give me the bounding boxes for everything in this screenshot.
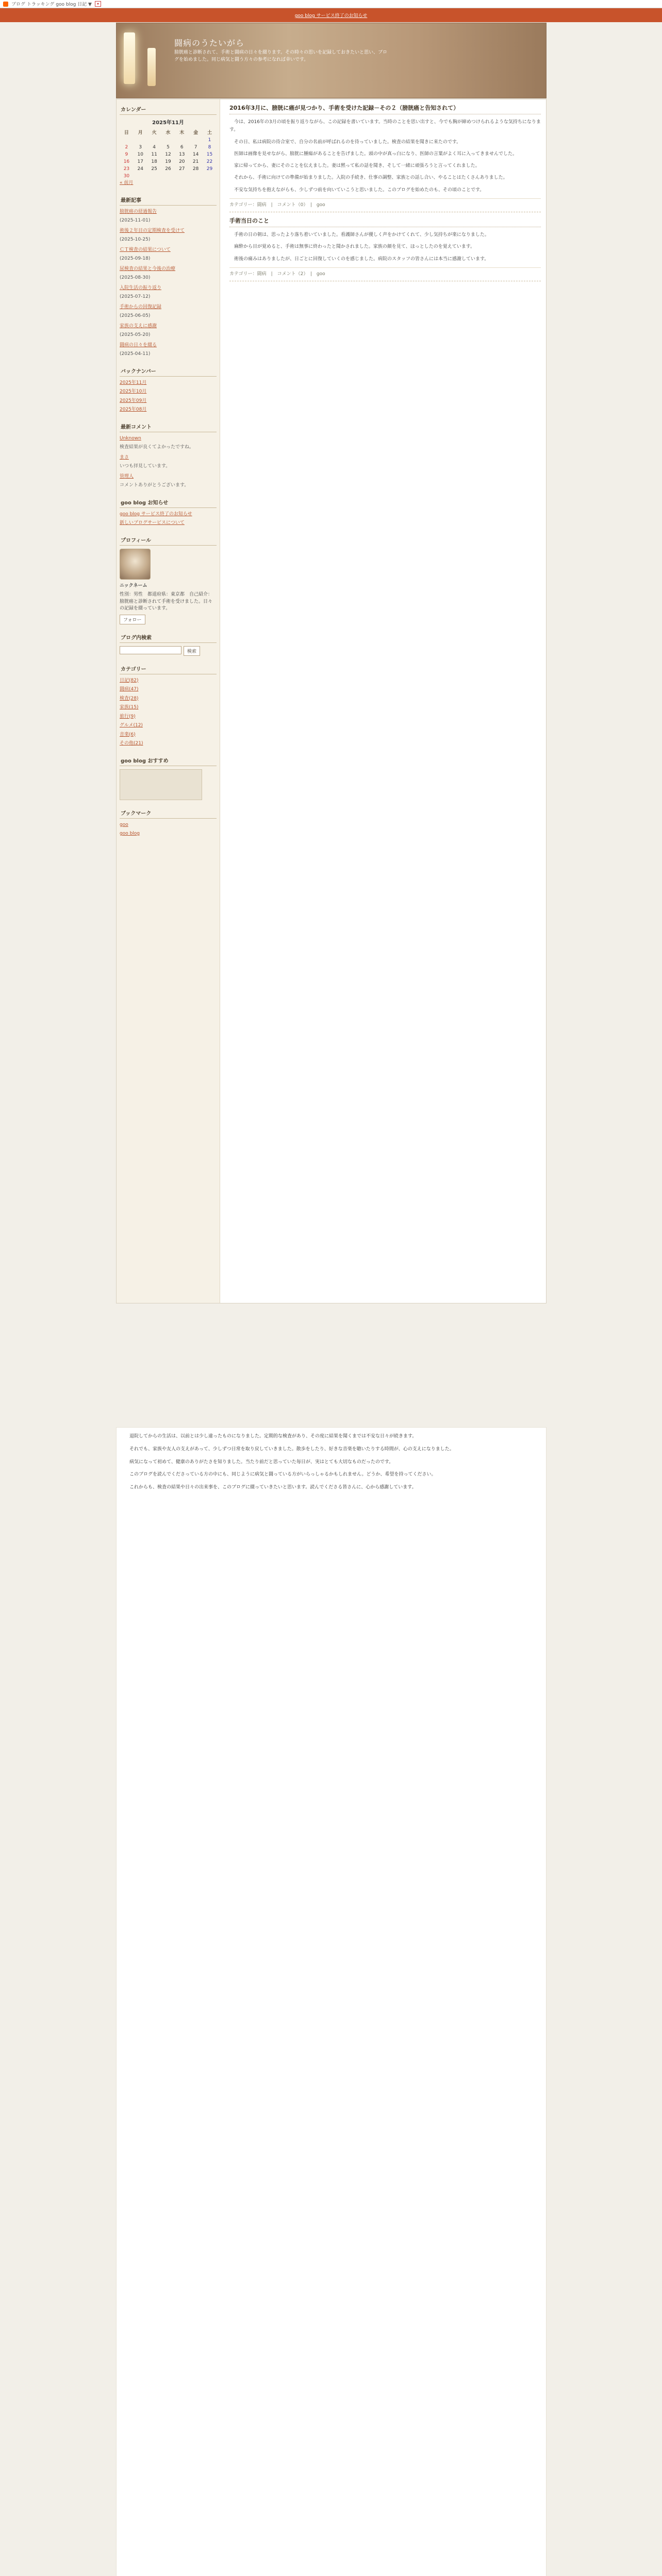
- browser-bar-text[interactable]: ブログ トラッキング goo blog 日記 ▼: [11, 2, 92, 7]
- calendar-day[interactable]: 24: [137, 166, 143, 172]
- calendar-day[interactable]: 22: [206, 159, 213, 164]
- recent-post-date: (2025-05-20): [120, 332, 151, 337]
- calendar-day[interactable]: 15: [206, 152, 213, 157]
- category-link[interactable]: 音楽(6): [120, 732, 136, 737]
- weekday-label: 木: [179, 130, 185, 135]
- calendar-day[interactable]: 12: [165, 152, 171, 157]
- calendar-day[interactable]: 13: [179, 152, 185, 157]
- comment-user-link[interactable]: まさ: [120, 454, 129, 460]
- page-shell: [116, 99, 547, 1303]
- comments-heading: 最新コメント: [120, 421, 217, 432]
- post-footer: カテゴリー：闘病 | コメント（2） | goo: [229, 267, 541, 277]
- calendar-day: [147, 173, 161, 180]
- bookmark-list: [120, 822, 217, 838]
- categories-heading: カテゴリー: [120, 663, 217, 674]
- calendar-day[interactable]: 25: [151, 166, 157, 172]
- calendar-day[interactable]: 14: [192, 152, 199, 157]
- category-link[interactable]: 検査(28): [120, 696, 139, 701]
- post-paragraph: 手術の日の朝は、思ったより落ち着いていました。看護師さんが優しく声をかけてくれて、少し気持ちが楽になりました。: [234, 232, 489, 238]
- backnumber-list: [120, 380, 217, 414]
- calendar-heading: カレンダー: [120, 104, 217, 115]
- calendar-day: [189, 173, 203, 180]
- post-paragraph: 不安な気持ちを抱えながらも、少しずつ前を向いていこうと思いました。このブログを始めたのも、その頃のことです。: [234, 187, 485, 193]
- blog-notice-list: [120, 511, 217, 527]
- calendar-day[interactable]: 16: [123, 159, 130, 164]
- recent-post-date: (2025-04-11): [120, 351, 151, 357]
- calendar-day[interactable]: 1: [208, 138, 211, 143]
- candle-image-small: [147, 48, 156, 86]
- recent-post-date: (2025-08-30): [120, 275, 151, 280]
- continued-paragraph: このブログを読んでくださっている方の中にも、同じように病気と闘っている方がいらっしゃるかもしれません。どうか、希望を持ってください。: [129, 1472, 436, 1478]
- continued-paragraph: 退院してからの生活は、以前とは少し違ったものになりました。定期的な検査があり、その度に結果を聞くまでは不安な日々が続きます。: [129, 1434, 417, 1439]
- blog-notice-heading: goo blog お知らせ: [120, 497, 217, 508]
- blog-title[interactable]: 闘病のうたいがら: [174, 38, 245, 48]
- calendar-day: [120, 137, 134, 144]
- calendar-day[interactable]: 28: [192, 166, 199, 172]
- post-title[interactable]: 2016年3月に、膀胱に癌が見つかり、手術を受けた記録－その２（膀胱癌と告知されて）: [229, 104, 541, 114]
- comments-list: [120, 435, 217, 489]
- continued-content: [116, 1427, 547, 2576]
- calendar-day[interactable]: 17: [137, 159, 143, 164]
- recent-post-date: (2025-07-12): [120, 294, 151, 299]
- calendar-day: [161, 137, 175, 144]
- category-link[interactable]: グルメ(12): [120, 723, 143, 728]
- calendar-day[interactable]: 2: [125, 145, 128, 150]
- search-box: [120, 646, 217, 656]
- post-paragraph: 医師は画像を見せながら、膀胱に腫瘍があることを告げました。頭の中が真っ白になり、医師の言葉がよく耳に入ってきませんでした。: [234, 151, 518, 157]
- browser-bar: [0, 0, 662, 8]
- recent-post-link[interactable]: 膀胱癌の経過報告: [120, 209, 157, 214]
- main-content: [224, 99, 546, 290]
- calendar-day: [175, 137, 189, 144]
- continued-paragraph: それでも、家族や友人の支えがあって、少しずつ日常を取り戻していきました。散歩をしたり、好きな音楽を聴いたりする時間が、心の支えになりました。: [129, 1446, 454, 1452]
- profile-heading: プロフィール: [120, 534, 217, 546]
- backnumber-link[interactable]: 2025年09月: [120, 398, 147, 403]
- category-link[interactable]: その他(21): [120, 741, 143, 746]
- post-paragraph: 麻酔から目が覚めると、手術は無事に終わったと聞かされました。家族の顔を見て、ほっとしたのを覚えています。: [234, 244, 475, 250]
- category-link[interactable]: 家族(15): [120, 705, 139, 710]
- top-notice-bar: [0, 8, 662, 22]
- blog-notice-link[interactable]: 新しいブログサービスについて: [120, 520, 185, 526]
- recent-post-date: (2025-06-05): [120, 313, 151, 318]
- category-link[interactable]: 旅行(9): [120, 714, 136, 719]
- recent-posts-list: [120, 209, 217, 358]
- recent-post-link[interactable]: 入院生活の振り返り: [120, 285, 162, 291]
- calendar-week: [120, 137, 217, 144]
- continued-paragraph: 病気になって初めて、健康のありがたさを知りました。当たり前だと思っていた毎日が、実はとても大切なものだったのです。: [129, 1459, 394, 1465]
- search-heading: ブログ内検索: [120, 632, 217, 643]
- calendar-week: [120, 158, 217, 165]
- post-paragraph: 今は、2016年の3月の頃を振り返りながら、この記録を書いています。当時のことを思い出すと、今でも胸が締めつけられるような気持ちになります。: [229, 120, 541, 133]
- weekday-label: 土: [207, 130, 212, 135]
- recent-post-date: (2025-10-25): [120, 237, 151, 242]
- calendar-day[interactable]: 11: [151, 152, 157, 157]
- calendar-day[interactable]: 19: [165, 159, 171, 164]
- blog-post: [229, 216, 541, 281]
- calendar-week: [120, 144, 217, 151]
- calendar-day[interactable]: 5: [167, 145, 170, 150]
- site-logo-icon[interactable]: [3, 2, 8, 7]
- bookmark-heading: ブックマーク: [120, 807, 217, 819]
- prev-month-link[interactable]: « 前月: [120, 180, 134, 185]
- blog-post: [229, 104, 541, 212]
- service-end-link[interactable]: goo blog サービス終了のお知らせ: [294, 13, 368, 19]
- comment-text: 検査結果が良くてよかったですね。: [120, 445, 194, 450]
- post-title[interactable]: 手術当日のこと: [229, 216, 541, 227]
- recent-post-link[interactable]: 術後２年目の定期検査を受けて: [120, 228, 185, 233]
- avatar[interactable]: [120, 549, 151, 580]
- calendar-day[interactable]: 27: [179, 166, 185, 172]
- weekday-label: 火: [152, 130, 157, 135]
- backnumber-link[interactable]: 2025年08月: [120, 407, 147, 412]
- candle-image: [124, 32, 135, 84]
- calendar-day[interactable]: 8: [208, 145, 211, 150]
- calendar-week: [120, 151, 217, 158]
- continued-paragraph: これからも、検査の結果や日々の出来事を、このブログに綴っていきたいと思います。読んでくださる皆さんに、心から感謝しています。: [129, 1485, 417, 1490]
- sidebar: [117, 99, 220, 1303]
- profile-name: ニックネーム: [120, 583, 147, 588]
- post-paragraph: 術後の痛みはありましたが、日ごとに回復していくのを感じました。病院のスタッフの皆さんには本当に感謝しています。: [234, 256, 489, 262]
- recent-posts-heading: 最新記事: [120, 194, 217, 206]
- comment-user-link[interactable]: 管理人: [120, 473, 134, 479]
- calendar-day: [134, 173, 147, 180]
- calendar-day[interactable]: 21: [192, 159, 199, 164]
- calendar-day: [134, 137, 147, 144]
- calendar-day[interactable]: 9: [125, 152, 128, 157]
- categories-list: [120, 677, 217, 748]
- recent-post-date: (2025-09-18): [120, 256, 151, 261]
- recent-post-link[interactable]: 家族の支えに感謝: [120, 323, 157, 329]
- recent-post-link[interactable]: 闘病の日々を綴る: [120, 342, 157, 348]
- calendar-day[interactable]: 30: [123, 174, 130, 179]
- blog-description: 膀胱癌と診断されて、手術と闘病の日々を綴ります。その時々の思いを記録しておきたいと思い、ブログを始めました。同じ病気と闘う方々の参考になれば幸いです。: [174, 50, 388, 63]
- calendar-day[interactable]: 26: [165, 166, 171, 172]
- recent-post-link[interactable]: 手術からの回復記録: [120, 304, 162, 310]
- calendar-day[interactable]: 23: [123, 166, 130, 172]
- category-link[interactable]: 闘病(47): [120, 687, 139, 692]
- blog-header: [116, 23, 547, 98]
- calendar-day[interactable]: 7: [194, 145, 197, 150]
- calendar-day[interactable]: 20: [179, 159, 185, 164]
- calendar-day[interactable]: 4: [153, 145, 156, 150]
- calendar-day[interactable]: 10: [137, 152, 143, 157]
- comment-text: いつも拝見しています。: [120, 464, 171, 469]
- calendar-day[interactable]: 29: [206, 166, 213, 172]
- calendar-day: [203, 173, 217, 180]
- backnumber-link[interactable]: 2025年11月: [120, 380, 147, 385]
- weekday-label: 水: [166, 130, 171, 135]
- calendar-day: [161, 173, 175, 180]
- weekday-label: 月: [138, 130, 143, 135]
- comment-user-link[interactable]: Unknown: [120, 435, 141, 441]
- calendar-day[interactable]: 3: [139, 145, 142, 150]
- bookmark-link[interactable]: goo blog: [120, 831, 140, 836]
- recent-post-link[interactable]: 尿検査の結果と今後の治療: [120, 266, 176, 272]
- backnumber-heading: バックナンバー: [120, 365, 217, 377]
- post-footer: カテゴリー：闘病 | コメント（0） | goo: [229, 198, 541, 208]
- category-link[interactable]: 日記(82): [120, 677, 139, 683]
- search-input[interactable]: [120, 646, 181, 654]
- recent-post-link[interactable]: ＣＴ検査の結果について: [120, 247, 171, 252]
- calendar-table: [120, 128, 217, 180]
- weekday-label: 日: [124, 130, 129, 135]
- profile-text: 性別：男性 都道府県：東京都 自己紹介：膀胱癌と診断されて手術を受けました。日々の記録を綴っています。: [120, 592, 213, 611]
- weekday-label: 金: [193, 130, 198, 135]
- calendar-day: [189, 137, 203, 144]
- calendar-day: [175, 173, 189, 180]
- backnumber-link[interactable]: 2025年10月: [120, 389, 147, 394]
- bookmark-link[interactable]: goo: [120, 822, 128, 827]
- follow-button[interactable]: フォロー: [120, 615, 145, 624]
- post-paragraph: 家に帰ってから、妻にそのことを伝えました。妻は黙って私の話を聞き、そして一緒に頑張ろうと言ってくれました。: [234, 163, 480, 169]
- calendar-week: [120, 173, 217, 180]
- recommend-banner[interactable]: [120, 769, 202, 800]
- blog-notice-link[interactable]: goo blog サービス終了のお知らせ: [120, 511, 192, 517]
- calendar-week: [120, 165, 217, 173]
- recommend-heading: goo blog おすすめ: [120, 755, 217, 766]
- continued-text: [125, 1433, 538, 1492]
- notice-tab[interactable]: ▾: [95, 1, 101, 7]
- post-paragraph: その日、私は病院の待合室で、自分の名前が呼ばれるのを待っていました。検査の結果を聞きに来たのです。: [234, 139, 461, 145]
- calendar-title: 2025年11月: [152, 120, 184, 126]
- post-paragraph: それから、手術に向けての準備が始まりました。入院の手続き、仕事の調整、家族との話し合い、やることはたくさんありました。: [234, 175, 508, 181]
- recent-post-date: (2025-11-01): [120, 218, 151, 223]
- calendar-day[interactable]: 6: [180, 145, 184, 150]
- search-button[interactable]: 検索: [184, 646, 200, 656]
- calendar-day: [147, 137, 161, 144]
- comment-text: コメントありがとうございます。: [120, 483, 189, 488]
- calendar-day[interactable]: 18: [151, 159, 157, 164]
- posts-container: [229, 104, 541, 281]
